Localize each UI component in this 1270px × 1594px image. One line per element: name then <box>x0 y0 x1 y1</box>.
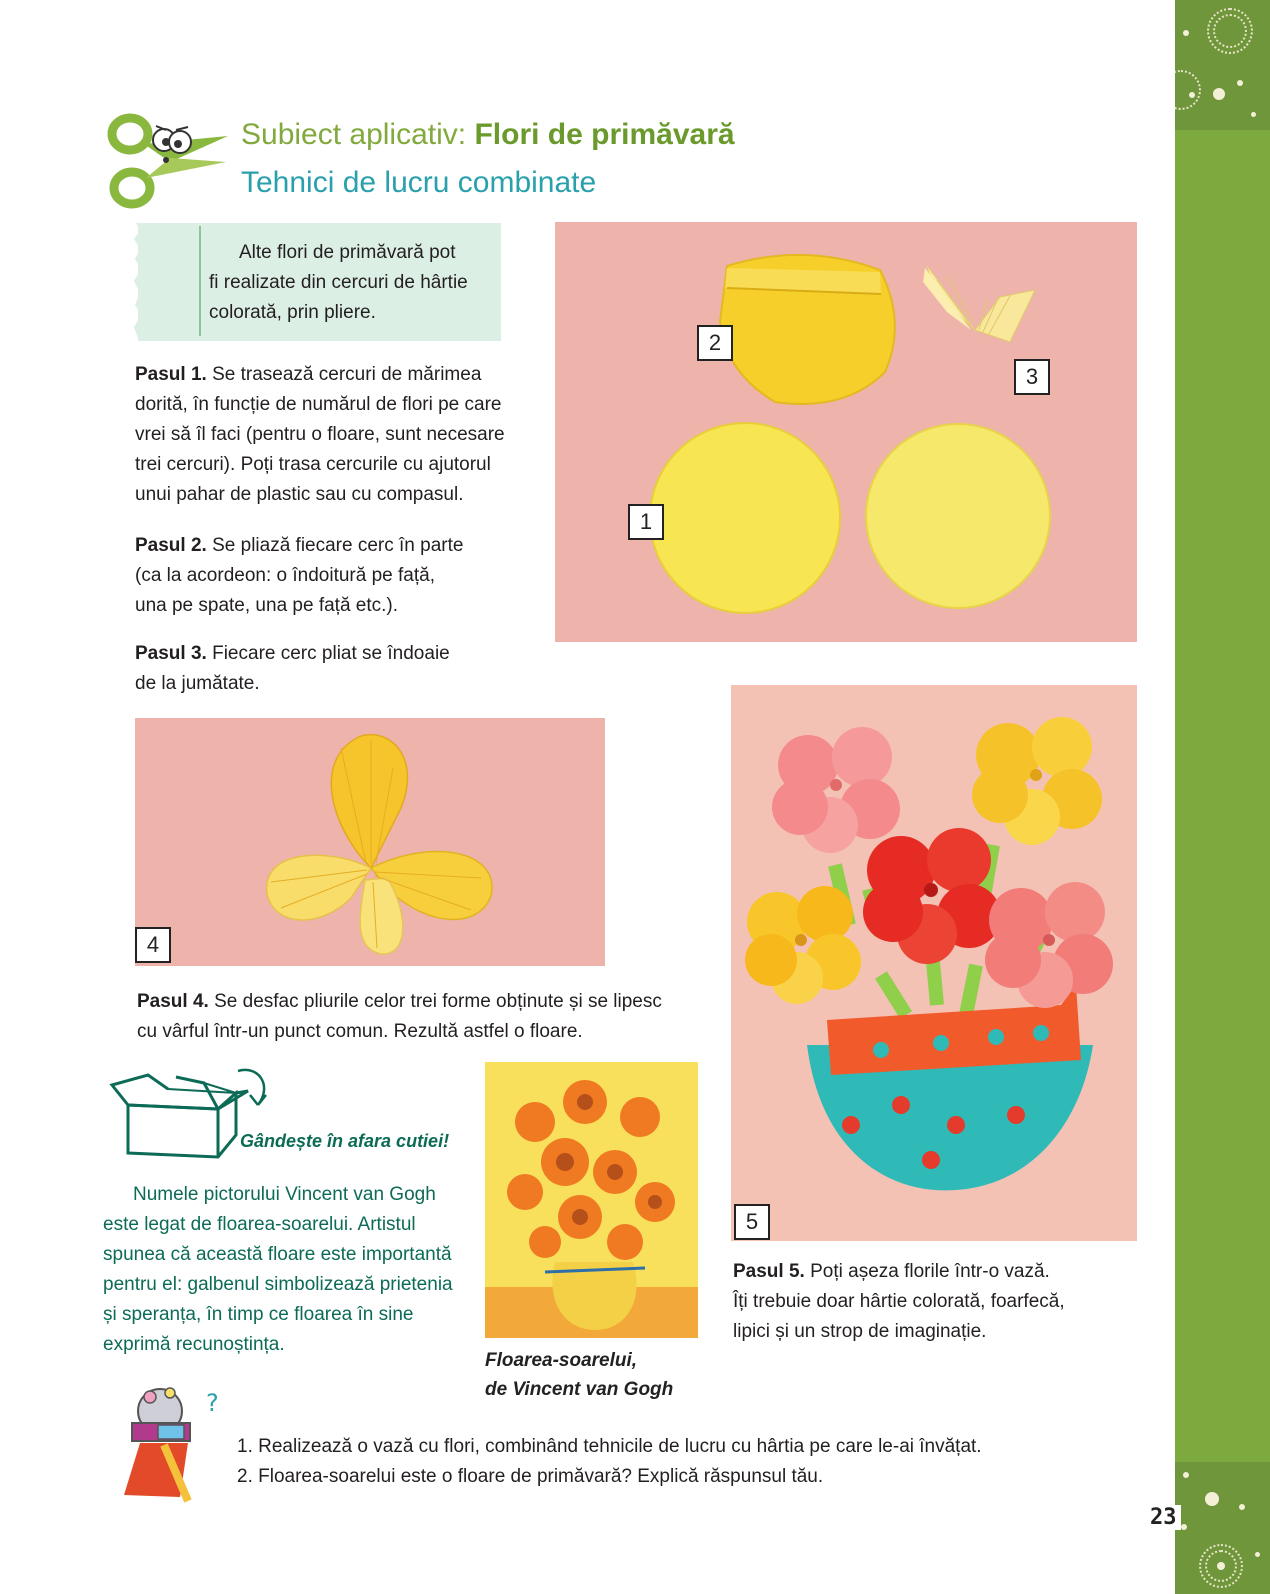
page-subtitle: Tehnici de lucru combinate <box>241 166 597 199</box>
right-sidebar-band <box>1175 0 1270 1594</box>
page-number: 23 <box>1146 1505 1181 1530</box>
step-badge-1: 1 <box>628 504 664 540</box>
step-1-text: Pasul 1. Se trasează cercuri de mărimea dorită, în funcție de numărul de flori pe care vrei să îl faci (pentru o floare, sunt necesare trei cercuri). Poți trasa cercurile cu ajutorul unui pahar de plastic sau cu compasul. <box>135 364 505 505</box>
step-badge-2: 2 <box>697 325 733 361</box>
svg-text:?: ? <box>206 1389 219 1417</box>
step-badge-4: 4 <box>135 927 171 963</box>
thinking-robot-icon <box>110 1385 230 1503</box>
question-1: 1. Realizează o vază cu flori, combinând tehnicile de lucru cu hârtia pe care le-ai învățat. <box>237 1436 982 1457</box>
photo-folded-flower <box>135 718 605 966</box>
think-outside-box-text: Numele pictorului Vincent van Gogh este legat de floarea-soarelui. Artistul spunea că această floare este importantă pentru el: galbenul simbolizează prietenia și speranța, în timp ce floarea în sine exprimă recunoștința. <box>103 1184 453 1355</box>
sunflowers-painting <box>485 1062 698 1338</box>
intro-margin-line <box>199 226 201 336</box>
step-4-text: Pasul 4. Se desfac pliurile celor trei forme obținute și se lipesc cu vârful într-un punct comun. Rezultă astfel o floare. <box>137 991 662 1042</box>
step-5-text: Pasul 5. Poți așeza florile într-o vază. Îți trebuie doar hârtie colorată, foarfecă, lipici și un strop de imaginație. <box>733 1261 1065 1342</box>
step-badge-3: 3 <box>1014 359 1050 395</box>
step-2-text: Pasul 2. Se pliază fiecare cerc în parte (ca la acordeon: o îndoitură pe față, una pe spate, una pe față etc.). <box>135 535 464 616</box>
painting-caption: Floarea-soarelui, de Vincent van Gogh <box>485 1350 674 1400</box>
page-title: Subiect aplicativ: Flori de primăvară <box>241 118 735 151</box>
photo-flower-vase <box>731 685 1137 1241</box>
sidebar-pattern-top <box>1175 0 1270 130</box>
photo-paper-circles <box>555 222 1137 642</box>
step-3-text: Pasul 3. Fiecare cerc pliat se îndoaie de la jumătate. <box>135 643 450 694</box>
sidebar-pattern-bottom <box>1175 1462 1270 1594</box>
step-badge-5: 5 <box>734 1204 770 1240</box>
intro-text: Alte flori de primăvară pot fi realizate din cercuri de hârtie colorată, prin pliere. <box>209 242 468 323</box>
scissors-mascot-icon <box>100 100 235 220</box>
question-2: 2. Floarea-soarelui este o floare de primăvară? Explică răspunsul tău. <box>237 1466 824 1487</box>
question-list <box>237 1432 982 1492</box>
think-outside-box-heading: Gândește în afara cutiei! <box>240 1131 450 1151</box>
torn-paper-edge <box>132 223 146 341</box>
